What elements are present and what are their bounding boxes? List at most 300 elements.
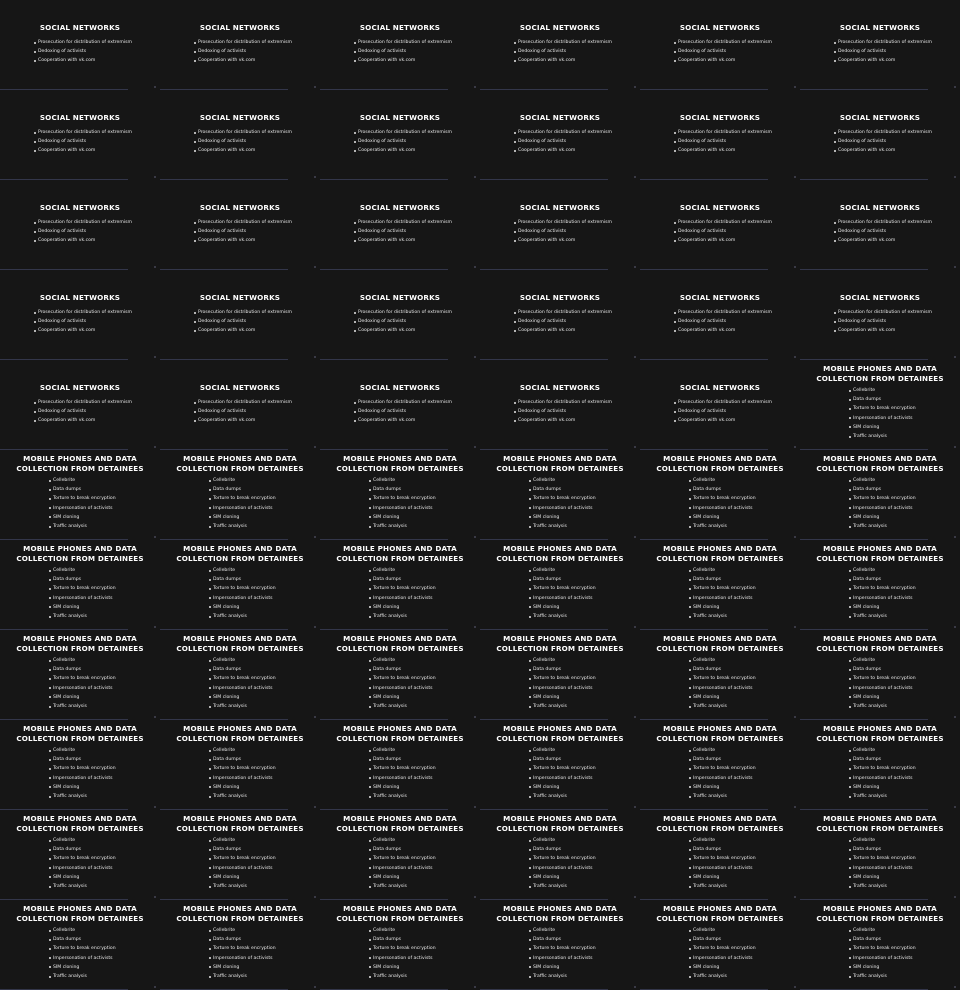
slide-marker (634, 626, 636, 628)
slide-bullet-list (209, 656, 276, 711)
slide-bullet-list (354, 38, 452, 66)
slide-thumbnail[interactable] (320, 0, 480, 90)
slide-thumbnail[interactable] (480, 270, 640, 360)
slide-bullet-item: Cooperation with vk.com (514, 146, 612, 155)
slide-bullet-list (689, 656, 756, 711)
slide-marker (314, 896, 316, 898)
slide-thumbnail[interactable] (320, 630, 480, 720)
slide-bullet-item: Data dumps (849, 485, 916, 494)
slide-marker (954, 806, 956, 808)
slide-bullet-item: Traffic analysis (849, 702, 916, 711)
slide-marker (634, 446, 636, 448)
slide-thumbnail[interactable] (160, 810, 320, 900)
slide-thumbnail[interactable] (160, 270, 320, 360)
slide-bullet-item: Prosecution for distribution of extremism (674, 128, 772, 137)
slide-bullet-item: Impersonation of activists (529, 954, 596, 963)
slide-bullet-item: Cellebrite (849, 656, 916, 665)
slide-bullet-item: SIM cloning (849, 963, 916, 972)
slide-bullet-item: SIM cloning (209, 513, 276, 522)
slide-title: SOCIAL NETWORKS (199, 383, 281, 392)
slide-title: SOCIAL NETWORKS (39, 113, 121, 122)
slide-bullet-item: Data dumps (369, 485, 436, 494)
slide-thumbnail[interactable] (320, 720, 480, 810)
slide-bullet-item: Dedoxing of activists (834, 137, 932, 146)
slide-marker (954, 266, 956, 268)
slide-bullet-list (369, 746, 436, 801)
slide-bullet-item: Dedoxing of activists (34, 47, 132, 56)
slide-bullet-item: Dedoxing of activists (674, 47, 772, 56)
slide-thumbnail[interactable] (480, 90, 640, 180)
slide-bullet-item: SIM cloning (369, 693, 436, 702)
slide-bullet-list (834, 218, 932, 246)
slide-bullet-item: SIM cloning (49, 963, 116, 972)
slide-thumbnail[interactable] (320, 270, 480, 360)
slide-bullet-item: Cooperation with vk.com (834, 326, 932, 335)
slide-thumbnail[interactable] (800, 540, 960, 630)
slide-bullet-item: Torture to break encryption (49, 494, 116, 503)
slide-marker (154, 446, 156, 448)
slide-marker (954, 86, 956, 88)
slide-thumbnail[interactable] (480, 450, 640, 540)
slide-bullet-item: Data dumps (369, 665, 436, 674)
slide-thumbnail[interactable] (160, 0, 320, 90)
slide-bullet-item: Data dumps (369, 755, 436, 764)
slide-thumbnail[interactable] (0, 450, 160, 540)
slide-marker (794, 356, 796, 358)
slide-marker (154, 896, 156, 898)
slide-thumbnail[interactable] (160, 180, 320, 270)
slide-bullet-item: Impersonation of activists (689, 594, 756, 603)
slide-bullet-list (689, 836, 756, 891)
slide-title: SOCIAL NETWORKS (359, 203, 441, 212)
slide-thumbnail[interactable] (800, 360, 960, 450)
slide-bullet-item: SIM cloning (49, 603, 116, 612)
slide-thumbnail[interactable] (0, 0, 160, 90)
slide-title: MOBILE PHONES AND DATA COLLECTION FROM DETAINEES (656, 724, 784, 743)
slide-bullet-item: SIM cloning (49, 693, 116, 702)
slide-bullet-item: Traffic analysis (49, 882, 116, 891)
slide-thumbnail[interactable] (480, 540, 640, 630)
slide-marker (634, 86, 636, 88)
slide-marker (314, 266, 316, 268)
slide-bullet-item: Torture to break encryption (209, 584, 276, 593)
slide-bullet-item: SIM cloning (529, 693, 596, 702)
slide-bullet-item: Torture to break encryption (689, 764, 756, 773)
slide-title: MOBILE PHONES AND DATA COLLECTION FROM DETAINEES (496, 814, 624, 833)
slide-bullet-item: Data dumps (689, 485, 756, 494)
slide-bullet-item: Cooperation with vk.com (194, 146, 292, 155)
slide-bullet-item: Impersonation of activists (529, 684, 596, 693)
slide-marker (474, 86, 476, 88)
slide-bullet-item: Traffic analysis (529, 882, 596, 891)
slide-title: MOBILE PHONES AND DATA COLLECTION FROM DETAINEES (336, 724, 464, 743)
slide-title: MOBILE PHONES AND DATA COLLECTION FROM DETAINEES (336, 814, 464, 833)
slide-bullet-list (209, 746, 276, 801)
slide-bullet-item: Prosecution for distribution of extremism (34, 128, 132, 137)
slide-bullet-item: Cooperation with vk.com (34, 416, 132, 425)
slide-bullet-item: Cellebrite (369, 836, 436, 845)
slide-thumbnail[interactable] (480, 180, 640, 270)
slide-marker (474, 536, 476, 538)
slide-bullet-item: Torture to break encryption (209, 764, 276, 773)
slide-bullet-item: Traffic analysis (849, 972, 916, 981)
slide-thumbnail[interactable] (160, 360, 320, 450)
slide-thumbnail[interactable] (0, 540, 160, 630)
slide-bullet-list (49, 656, 116, 711)
slide-bullet-item: Data dumps (49, 935, 116, 944)
slide-bullet-item: SIM cloning (849, 693, 916, 702)
slide-bullet-item: Traffic analysis (689, 702, 756, 711)
slide-marker (154, 986, 156, 988)
slide-bullet-item: Prosecution for distribution of extremism (354, 38, 452, 47)
slide-title: MOBILE PHONES AND DATA COLLECTION FROM DETAINEES (816, 724, 944, 743)
slide-bullet-item: SIM cloning (849, 873, 916, 882)
slide-title: SOCIAL NETWORKS (679, 113, 761, 122)
slide-bullet-item: Prosecution for distribution of extremism (834, 308, 932, 317)
slide-bullet-item: Cellebrite (209, 926, 276, 935)
slide-title: MOBILE PHONES AND DATA COLLECTION FROM DETAINEES (496, 544, 624, 563)
slide-bullet-item: Cooperation with vk.com (514, 326, 612, 335)
slide-marker (314, 86, 316, 88)
slide-marker (154, 86, 156, 88)
slide-thumbnail[interactable] (800, 720, 960, 810)
slide-marker (794, 986, 796, 988)
slide-thumbnail[interactable] (480, 630, 640, 720)
slide-marker (794, 626, 796, 628)
slide-bullet-item: Cellebrite (369, 926, 436, 935)
slide-thumbnail[interactable] (800, 630, 960, 720)
slide-bullet-item: Traffic analysis (529, 612, 596, 621)
slide-bullet-item: Impersonation of activists (49, 594, 116, 603)
slide-bullet-item: Prosecution for distribution of extremism (34, 308, 132, 317)
slide-thumbnail[interactable] (640, 810, 800, 900)
slide-bullet-item: Cooperation with vk.com (674, 416, 772, 425)
slide-bullet-item: Prosecution for distribution of extremism (834, 218, 932, 227)
slide-bullet-item: SIM cloning (849, 513, 916, 522)
slide-thumbnail[interactable] (640, 180, 800, 270)
slide-bullet-item: Impersonation of activists (209, 864, 276, 873)
slide-marker (314, 536, 316, 538)
slide-bullet-list (529, 926, 596, 981)
slide-bullet-list (49, 746, 116, 801)
slide-title: SOCIAL NETWORKS (519, 383, 601, 392)
slide-bullet-item: Data dumps (529, 845, 596, 854)
slide-bullet-item: Traffic analysis (209, 702, 276, 711)
slide-bullet-item: Torture to break encryption (369, 764, 436, 773)
slide-thumbnail[interactable] (480, 900, 640, 990)
slide-marker (794, 446, 796, 448)
slide-bullet-item: SIM cloning (529, 783, 596, 792)
slide-bullet-item: Impersonation of activists (849, 774, 916, 783)
slide-thumbnail[interactable] (640, 360, 800, 450)
slide-bullet-item: Torture to break encryption (849, 584, 916, 593)
slide-bullet-list (194, 128, 292, 156)
slide-thumbnail[interactable] (0, 180, 160, 270)
slide-thumbnail[interactable] (640, 540, 800, 630)
slide-marker (634, 986, 636, 988)
slide-bullet-item: Torture to break encryption (49, 854, 116, 863)
slide-bullet-item: Data dumps (529, 485, 596, 494)
slide-bullet-item: Traffic analysis (689, 612, 756, 621)
slide-thumbnail[interactable] (480, 720, 640, 810)
slide-bullet-item: Torture to break encryption (369, 674, 436, 683)
slide-thumbnail[interactable] (320, 90, 480, 180)
slide-bullet-item: SIM cloning (529, 873, 596, 882)
slide-bullet-list (529, 836, 596, 891)
slide-bullet-item: Cooperation with vk.com (354, 146, 452, 155)
slide-bullet-list (514, 128, 612, 156)
slide-bullet-item: Impersonation of activists (689, 684, 756, 693)
slide-bullet-item: Cellebrite (209, 746, 276, 755)
slide-bullet-item: Cooperation with vk.com (34, 146, 132, 155)
slide-bullet-item: Impersonation of activists (49, 774, 116, 783)
slide-marker (474, 176, 476, 178)
slide-title: SOCIAL NETWORKS (679, 383, 761, 392)
slide-thumbnail[interactable] (0, 360, 160, 450)
slide-marker (954, 896, 956, 898)
slide-title: MOBILE PHONES AND DATA COLLECTION FROM DETAINEES (16, 544, 144, 563)
slide-bullet-item: Cellebrite (49, 746, 116, 755)
slide-bullet-item: Cellebrite (209, 656, 276, 665)
slide-thumbnail[interactable] (800, 810, 960, 900)
slide-bullet-item: SIM cloning (369, 603, 436, 612)
slide-bullet-item: Dedoxing of activists (674, 407, 772, 416)
slide-bullet-item: Dedoxing of activists (194, 227, 292, 236)
slide-bullet-item: Traffic analysis (209, 612, 276, 621)
slide-title: MOBILE PHONES AND DATA COLLECTION FROM DETAINEES (336, 904, 464, 923)
slide-thumbnail[interactable] (160, 720, 320, 810)
slide-bullet-item: Prosecution for distribution of extremism (194, 128, 292, 137)
slide-bullet-item: Impersonation of activists (849, 864, 916, 873)
slide-marker (154, 356, 156, 358)
slide-title: MOBILE PHONES AND DATA COLLECTION FROM DETAINEES (816, 904, 944, 923)
slide-thumbnail[interactable] (160, 900, 320, 990)
slide-bullet-item: Torture to break encryption (529, 584, 596, 593)
slide-bullet-list (529, 566, 596, 621)
slide-bullet-item: Data dumps (209, 485, 276, 494)
slide-thumbnail[interactable] (160, 540, 320, 630)
slide-marker (474, 806, 476, 808)
slide-bullet-item: Cooperation with vk.com (194, 236, 292, 245)
slide-bullet-item: Data dumps (689, 845, 756, 854)
slide-bullet-item: SIM cloning (49, 873, 116, 882)
slide-bullet-item: Dedoxing of activists (674, 317, 772, 326)
slide-bullet-item: Cellebrite (49, 926, 116, 935)
slide-marker (634, 896, 636, 898)
slide-bullet-item: Cellebrite (849, 746, 916, 755)
slide-thumbnail[interactable] (640, 270, 800, 360)
slide-thumbnail[interactable] (320, 360, 480, 450)
slide-thumbnail[interactable] (0, 270, 160, 360)
slide-bullet-list (369, 566, 436, 621)
slide-bullet-item: Impersonation of activists (849, 594, 916, 603)
slide-bullet-item: Data dumps (209, 575, 276, 584)
slide-bullet-item: Traffic analysis (529, 972, 596, 981)
slide-bullet-item: Cooperation with vk.com (34, 56, 132, 65)
slide-bullet-item: Data dumps (369, 575, 436, 584)
slide-bullet-item: Cooperation with vk.com (194, 416, 292, 425)
slide-bullet-item: Cellebrite (849, 836, 916, 845)
slide-thumbnail[interactable] (640, 630, 800, 720)
slide-thumbnail[interactable] (640, 450, 800, 540)
slide-bullet-list (834, 128, 932, 156)
slide-bullet-item: Cooperation with vk.com (354, 416, 452, 425)
slide-bullet-item: SIM cloning (209, 693, 276, 702)
slide-bullet-item: SIM cloning (209, 963, 276, 972)
slide-thumbnail[interactable] (320, 810, 480, 900)
slide-bullet-item: Cooperation with vk.com (354, 56, 452, 65)
slide-bullet-item: Impersonation of activists (369, 684, 436, 693)
slide-title: MOBILE PHONES AND DATA COLLECTION FROM DETAINEES (16, 724, 144, 743)
slide-marker (954, 446, 956, 448)
slide-thumbnail[interactable] (0, 630, 160, 720)
slide-marker (474, 986, 476, 988)
slide-thumbnail[interactable] (640, 900, 800, 990)
slide-thumbnail[interactable] (0, 720, 160, 810)
slide-bullet-item: Data dumps (49, 755, 116, 764)
slide-bullet-item: Traffic analysis (209, 972, 276, 981)
slide-bullet-item: Dedoxing of activists (834, 227, 932, 236)
slide-thumbnail[interactable] (320, 540, 480, 630)
slide-bullet-item: Prosecution for distribution of extremism (674, 308, 772, 317)
slide-thumbnail[interactable] (640, 720, 800, 810)
slide-bullet-item: Torture to break encryption (849, 404, 916, 413)
slide-title: SOCIAL NETWORKS (199, 203, 281, 212)
slide-bullet-item: Cooperation with vk.com (514, 56, 612, 65)
slide-bullet-list (34, 128, 132, 156)
slide-bullet-item: SIM cloning (209, 603, 276, 612)
slide-bullet-list (834, 38, 932, 66)
slide-bullet-item: Prosecution for distribution of extremism (34, 218, 132, 227)
slide-bullet-list (514, 218, 612, 246)
slide-bullet-item: Cellebrite (849, 476, 916, 485)
slide-bullet-item: Traffic analysis (689, 792, 756, 801)
slide-bullet-item: Cellebrite (209, 836, 276, 845)
slide-marker (794, 266, 796, 268)
slide-thumbnail[interactable] (640, 90, 800, 180)
slide-bullet-item: Data dumps (529, 935, 596, 944)
slide-marker (154, 536, 156, 538)
slide-bullet-item: Prosecution for distribution of extremism (514, 38, 612, 47)
slide-bullet-list (849, 746, 916, 801)
slide-title: SOCIAL NETWORKS (39, 203, 121, 212)
slide-title: MOBILE PHONES AND DATA COLLECTION FROM DETAINEES (496, 724, 624, 743)
slide-bullet-item: Impersonation of activists (369, 864, 436, 873)
slide-bullet-item: Traffic analysis (689, 882, 756, 891)
slide-bullet-item: Torture to break encryption (689, 584, 756, 593)
slide-bullet-item: Torture to break encryption (849, 854, 916, 863)
slide-bullet-item: SIM cloning (689, 693, 756, 702)
slide-bullet-list (849, 476, 916, 531)
slide-thumbnail[interactable] (0, 90, 160, 180)
slide-bullet-item: Cooperation with vk.com (674, 56, 772, 65)
slide-bullet-item: Dedoxing of activists (354, 407, 452, 416)
slide-thumbnail[interactable] (800, 270, 960, 360)
slide-bullet-item: Traffic analysis (369, 972, 436, 981)
slide-thumbnail[interactable] (160, 630, 320, 720)
slide-bullet-item: SIM cloning (529, 603, 596, 612)
slide-bullet-item: Prosecution for distribution of extremism (194, 218, 292, 227)
slide-marker (474, 896, 476, 898)
slide-thumbnail[interactable] (480, 810, 640, 900)
slide-bullet-item: Cellebrite (369, 476, 436, 485)
slide-marker (474, 356, 476, 358)
slide-thumbnail[interactable] (320, 450, 480, 540)
slide-title: SOCIAL NETWORKS (519, 113, 601, 122)
slide-thumbnail[interactable] (800, 900, 960, 990)
slide-bullet-list (49, 476, 116, 531)
slide-bullet-item: Impersonation of activists (209, 954, 276, 963)
slide-thumbnail[interactable] (640, 0, 800, 90)
slide-thumbnail[interactable] (800, 450, 960, 540)
slide-bullet-item: Data dumps (49, 485, 116, 494)
slide-bullet-item: Prosecution for distribution of extremism (514, 128, 612, 137)
slide-bullet-item: Dedoxing of activists (354, 227, 452, 236)
slide-bullet-list (369, 926, 436, 981)
slide-bullet-item: Dedoxing of activists (34, 317, 132, 326)
slide-thumbnail[interactable] (320, 180, 480, 270)
slide-thumbnail[interactable] (0, 900, 160, 990)
slide-title: SOCIAL NETWORKS (359, 23, 441, 32)
slide-bullet-item: Prosecution for distribution of extremism (354, 398, 452, 407)
slide-thumbnail[interactable] (160, 90, 320, 180)
slide-marker (954, 716, 956, 718)
slide-bullet-item: Torture to break encryption (529, 944, 596, 953)
slide-thumbnail[interactable] (0, 810, 160, 900)
slide-marker (314, 986, 316, 988)
slide-bullet-item: Torture to break encryption (849, 674, 916, 683)
slide-bullet-item: Dedoxing of activists (354, 47, 452, 56)
slide-bullet-item: Traffic analysis (689, 522, 756, 531)
slide-bullet-item: Cellebrite (849, 566, 916, 575)
slide-bullet-item: Traffic analysis (529, 792, 596, 801)
slide-thumbnail[interactable] (320, 900, 480, 990)
slide-bullet-item: Impersonation of activists (369, 774, 436, 783)
slide-bullet-list (194, 398, 292, 426)
slide-marker (474, 626, 476, 628)
slide-thumbnail[interactable] (160, 450, 320, 540)
slide-marker (954, 356, 956, 358)
slide-bullet-list (849, 926, 916, 981)
slide-bullet-list (194, 308, 292, 336)
slide-bullet-item: Cellebrite (849, 926, 916, 935)
slide-marker (794, 176, 796, 178)
slide-bullet-item: Impersonation of activists (689, 774, 756, 783)
slide-thumbnail[interactable] (480, 360, 640, 450)
slide-bullet-item: Data dumps (49, 665, 116, 674)
slide-thumbnail[interactable] (800, 180, 960, 270)
slide-thumbnail[interactable] (800, 90, 960, 180)
slide-bullet-list (209, 566, 276, 621)
slide-bullet-list (369, 836, 436, 891)
slide-bullet-item: SIM cloning (49, 783, 116, 792)
slide-bullet-item: Data dumps (529, 665, 596, 674)
slide-marker (794, 896, 796, 898)
slide-bullet-item: Cellebrite (529, 926, 596, 935)
slide-bullet-list (674, 38, 772, 66)
slide-title: SOCIAL NETWORKS (359, 293, 441, 302)
slide-thumbnail[interactable] (480, 0, 640, 90)
slide-marker (634, 806, 636, 808)
slide-bullet-list (34, 398, 132, 426)
slide-bullet-item: Dedoxing of activists (194, 47, 292, 56)
slide-marker (954, 986, 956, 988)
slide-thumbnail[interactable] (800, 0, 960, 90)
slide-bullet-item: Dedoxing of activists (514, 137, 612, 146)
slide-bullet-item: Torture to break encryption (689, 854, 756, 863)
slide-bullet-item: SIM cloning (369, 963, 436, 972)
slide-bullet-item: Cooperation with vk.com (674, 236, 772, 245)
